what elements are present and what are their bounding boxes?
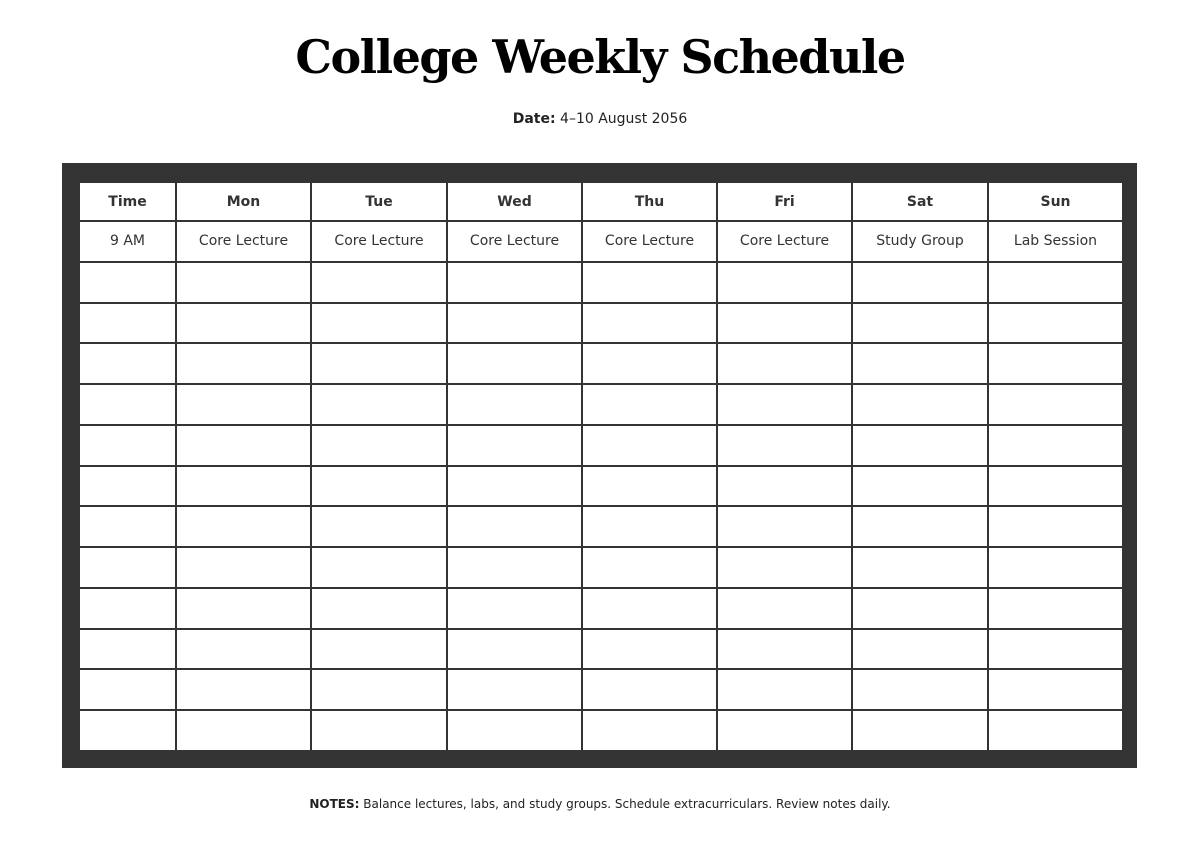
table-cell[interactable]: [447, 547, 582, 588]
table-cell[interactable]: [717, 710, 852, 751]
table-cell[interactable]: [311, 466, 447, 507]
table-cell[interactable]: [582, 547, 717, 588]
table-cell[interactable]: [176, 343, 311, 384]
table-cell[interactable]: Core Lecture: [717, 221, 852, 262]
table-cell[interactable]: [79, 262, 176, 303]
table-cell[interactable]: [79, 303, 176, 344]
table-cell[interactable]: [79, 547, 176, 588]
table-cell[interactable]: [447, 506, 582, 547]
table-cell[interactable]: [79, 343, 176, 384]
table-cell[interactable]: [852, 343, 988, 384]
table-cell[interactable]: [988, 588, 1123, 629]
table-cell[interactable]: [717, 629, 852, 670]
table-cell[interactable]: [582, 629, 717, 670]
table-cell[interactable]: [988, 466, 1123, 507]
table-cell[interactable]: [988, 669, 1123, 710]
table-cell[interactable]: [582, 262, 717, 303]
table-cell[interactable]: [852, 466, 988, 507]
table-cell[interactable]: [988, 343, 1123, 384]
table-cell[interactable]: [988, 710, 1123, 751]
table-cell[interactable]: [852, 669, 988, 710]
table-cell[interactable]: [79, 425, 176, 466]
table-cell[interactable]: [447, 303, 582, 344]
table-cell[interactable]: [852, 506, 988, 547]
table-cell[interactable]: [582, 710, 717, 751]
table-row: [79, 669, 1123, 710]
table-cell[interactable]: [717, 506, 852, 547]
table-cell[interactable]: [988, 547, 1123, 588]
table-cell[interactable]: [988, 425, 1123, 466]
table-cell[interactable]: [176, 669, 311, 710]
table-cell[interactable]: 9 AM: [79, 221, 176, 262]
table-cell[interactable]: [582, 343, 717, 384]
table-cell[interactable]: [582, 466, 717, 507]
column-header-fri: Fri: [717, 182, 852, 221]
table-row: [79, 262, 1123, 303]
column-header-sun: Sun: [988, 182, 1123, 221]
table-cell[interactable]: [582, 588, 717, 629]
table-cell[interactable]: [79, 384, 176, 425]
schedule-table: [78, 181, 1124, 752]
table-cell[interactable]: [852, 588, 988, 629]
table-cell[interactable]: [311, 425, 447, 466]
table-cell[interactable]: [79, 629, 176, 670]
table-cell[interactable]: [176, 710, 311, 751]
table-cell[interactable]: [447, 262, 582, 303]
table-cell[interactable]: [447, 669, 582, 710]
header-row: [79, 182, 1123, 221]
table-cell[interactable]: [79, 506, 176, 547]
table-row: [79, 303, 1123, 344]
table-cell[interactable]: [79, 710, 176, 751]
table-cell[interactable]: [447, 710, 582, 751]
table-cell[interactable]: [852, 425, 988, 466]
column-header-mon: Mon: [176, 182, 311, 221]
table-cell[interactable]: [717, 425, 852, 466]
table-cell[interactable]: [717, 588, 852, 629]
table-cell[interactable]: [79, 669, 176, 710]
table-cell[interactable]: [717, 466, 852, 507]
table-cell[interactable]: [852, 629, 988, 670]
schedule-frame: [62, 163, 1137, 768]
table-cell[interactable]: [311, 303, 447, 344]
table-cell[interactable]: [311, 629, 447, 670]
table-row: [79, 506, 1123, 547]
table-cell[interactable]: [852, 547, 988, 588]
table-cell[interactable]: [582, 384, 717, 425]
table-cell[interactable]: [447, 588, 582, 629]
table-row: [79, 588, 1123, 629]
table-row: [79, 547, 1123, 588]
table-row: [79, 343, 1123, 384]
table-cell[interactable]: [311, 710, 447, 751]
table-cell[interactable]: Core Lecture: [176, 221, 311, 262]
table-cell[interactable]: [582, 303, 717, 344]
table-cell[interactable]: [176, 588, 311, 629]
table-cell[interactable]: [988, 629, 1123, 670]
table-cell[interactable]: [852, 710, 988, 751]
date-label: Date:: [512, 111, 556, 127]
column-header-thu: Thu: [582, 182, 717, 221]
table-cell[interactable]: Study Group: [852, 221, 988, 262]
table-cell[interactable]: [447, 629, 582, 670]
table-cell[interactable]: [311, 506, 447, 547]
table-cell[interactable]: [717, 262, 852, 303]
table-cell[interactable]: [582, 669, 717, 710]
table-cell[interactable]: [852, 303, 988, 344]
table-cell[interactable]: [176, 466, 311, 507]
table-row: [79, 384, 1123, 425]
notes-label: NOTES:: [309, 797, 360, 811]
table-cell[interactable]: [176, 262, 311, 303]
table-cell[interactable]: [988, 506, 1123, 547]
table-cell[interactable]: [79, 466, 176, 507]
table-cell[interactable]: [717, 547, 852, 588]
table-cell[interactable]: Core Lecture: [582, 221, 717, 262]
page-title: College Weekly Schedule: [295, 30, 905, 84]
table-row: [79, 466, 1123, 507]
table-cell[interactable]: [311, 384, 447, 425]
table-cell[interactable]: [582, 506, 717, 547]
column-header-sat: Sat: [852, 182, 988, 221]
table-cell[interactable]: [717, 669, 852, 710]
table-cell[interactable]: [988, 262, 1123, 303]
column-header-wed: Wed: [447, 182, 582, 221]
table-cell[interactable]: [311, 669, 447, 710]
table-cell[interactable]: [852, 384, 988, 425]
table-cell[interactable]: [447, 343, 582, 384]
table-cell[interactable]: Core Lecture: [447, 221, 582, 262]
table-cell[interactable]: [717, 303, 852, 344]
table-cell[interactable]: [176, 547, 311, 588]
table-cell[interactable]: [988, 384, 1123, 425]
table-cell[interactable]: [717, 343, 852, 384]
table-row: [79, 425, 1123, 466]
table-row: [79, 629, 1123, 670]
table-cell[interactable]: [311, 262, 447, 303]
table-cell[interactable]: [852, 262, 988, 303]
table-cell[interactable]: Lab Session: [988, 221, 1123, 262]
table-cell[interactable]: [447, 384, 582, 425]
table-cell[interactable]: [176, 384, 311, 425]
column-header-time: Time: [79, 182, 176, 221]
table-cell[interactable]: [176, 506, 311, 547]
table-cell[interactable]: [79, 588, 176, 629]
table-cell[interactable]: [176, 303, 311, 344]
table-cell[interactable]: [311, 588, 447, 629]
date-value: 4–10 August 2056: [560, 111, 688, 127]
table-cell[interactable]: [176, 629, 311, 670]
notes: [0, 797, 1200, 811]
table-cell[interactable]: [582, 425, 717, 466]
table-row: [79, 710, 1123, 751]
table-cell[interactable]: [447, 466, 582, 507]
table-cell[interactable]: [176, 425, 311, 466]
table-cell[interactable]: Core Lecture: [311, 221, 447, 262]
column-header-tue: Tue: [311, 182, 447, 221]
table-cell[interactable]: [311, 343, 447, 384]
table-cell[interactable]: [447, 425, 582, 466]
notes-text: Balance lectures, labs, and study groups. Schedule extracurriculars. Review notes daily.: [363, 797, 891, 811]
table-row: [79, 221, 1123, 262]
table-cell[interactable]: [988, 303, 1123, 344]
table-cell[interactable]: [311, 547, 447, 588]
table-cell[interactable]: [717, 384, 852, 425]
date-line: [0, 111, 1200, 127]
